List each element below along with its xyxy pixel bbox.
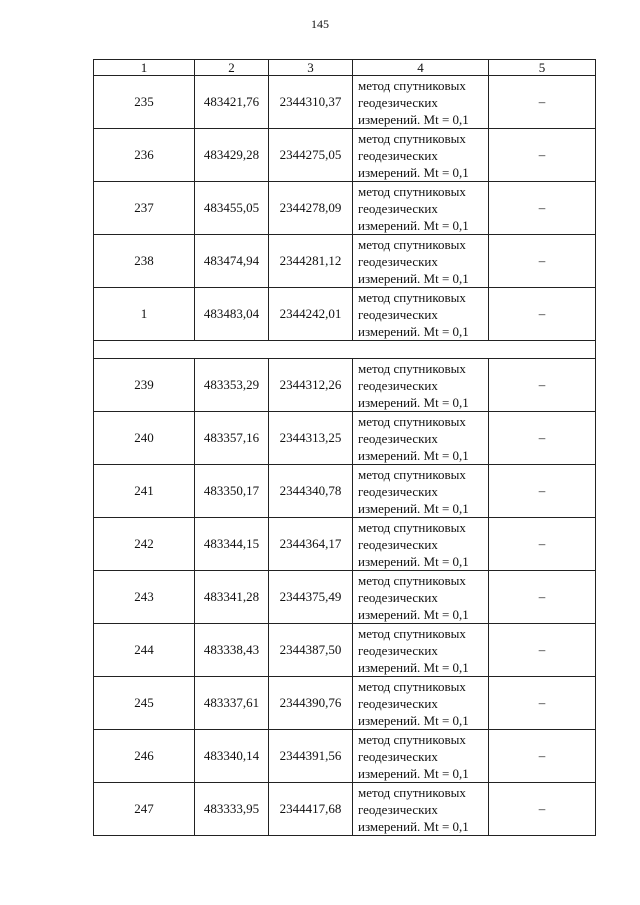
method-cell [353, 571, 489, 624]
table-header-row [94, 60, 596, 76]
method-line: метод спутниковых [358, 289, 466, 305]
x-coordinate-cell: 483353,29 [195, 359, 269, 412]
x-coordinate-cell: 483337,61 [195, 677, 269, 730]
method-line: метод спутниковых [358, 572, 466, 588]
note-cell: – [489, 235, 596, 288]
method-line: геодезических [358, 306, 438, 322]
method-line: метод спутниковых [358, 77, 466, 93]
point-number-cell: 236 [94, 129, 195, 182]
point-number-cell: 238 [94, 235, 195, 288]
note-cell: – [489, 571, 596, 624]
method-line: геодезических [358, 430, 438, 446]
method-line: метод спутниковых [358, 360, 466, 376]
method-line: измерений. Mt = 0,1 [358, 217, 469, 233]
method-cell [353, 730, 489, 783]
y-coordinate-cell: 2344281,12 [269, 235, 353, 288]
method-cell [353, 518, 489, 571]
method-cell [353, 624, 489, 677]
method-line: геодезических [358, 147, 438, 163]
method-line: метод спутниковых [358, 731, 466, 747]
method-line: геодезических [358, 253, 438, 269]
method-line: измерений. Mt = 0,1 [358, 818, 469, 834]
method-line: метод спутниковых [358, 678, 466, 694]
y-coordinate-cell: 2344390,76 [269, 677, 353, 730]
method-line: измерений. Mt = 0,1 [358, 270, 469, 286]
y-coordinate-cell: 2344242,01 [269, 288, 353, 341]
note-cell: – [489, 359, 596, 412]
method-line: геодезических [358, 200, 438, 216]
method-line: метод спутниковых [358, 236, 466, 252]
note-cell: – [489, 129, 596, 182]
y-coordinate-cell: 2344310,37 [269, 76, 353, 129]
method-line: геодезических [358, 748, 438, 764]
note-cell: – [489, 730, 596, 783]
method-line: геодезических [358, 483, 438, 499]
table-row [94, 730, 596, 783]
x-coordinate-cell: 483483,04 [195, 288, 269, 341]
method-line: измерений. Mt = 0,1 [358, 447, 469, 463]
method-line: метод спутниковых [358, 130, 466, 146]
header-cell-1: 1 [94, 60, 195, 76]
y-coordinate-cell: 2344340,78 [269, 465, 353, 518]
x-coordinate-cell: 483340,14 [195, 730, 269, 783]
method-line: измерений. Mt = 0,1 [358, 323, 469, 339]
method-cell [353, 412, 489, 465]
y-coordinate-cell: 2344278,09 [269, 182, 353, 235]
x-coordinate-cell: 483421,76 [195, 76, 269, 129]
note-cell: – [489, 677, 596, 730]
point-number-cell: 241 [94, 465, 195, 518]
x-coordinate-cell: 483344,15 [195, 518, 269, 571]
note-cell: – [489, 465, 596, 518]
y-coordinate-cell: 2344364,17 [269, 518, 353, 571]
method-line: измерений. Mt = 0,1 [358, 765, 469, 781]
x-coordinate-cell: 483350,17 [195, 465, 269, 518]
y-coordinate-cell: 2344391,56 [269, 730, 353, 783]
method-line: метод спутниковых [358, 784, 466, 800]
x-coordinate-cell: 483429,28 [195, 129, 269, 182]
x-coordinate-cell: 483357,16 [195, 412, 269, 465]
y-coordinate-cell: 2344275,05 [269, 129, 353, 182]
method-line: измерений. Mt = 0,1 [358, 394, 469, 410]
table-row [94, 288, 596, 341]
method-line: геодезических [358, 589, 438, 605]
method-cell [353, 288, 489, 341]
table-row [94, 359, 596, 412]
method-line: геодезических [358, 536, 438, 552]
method-line: метод спутниковых [358, 625, 466, 641]
table-row [94, 76, 596, 129]
point-number-cell: 242 [94, 518, 195, 571]
method-line: измерений. Mt = 0,1 [358, 500, 469, 516]
coordinates-table [93, 59, 596, 836]
table-row [94, 129, 596, 182]
method-cell [353, 129, 489, 182]
method-line: метод спутниковых [358, 519, 466, 535]
y-coordinate-cell: 2344417,68 [269, 783, 353, 836]
method-line: геодезических [358, 377, 438, 393]
table-row [94, 465, 596, 518]
point-number-cell: 247 [94, 783, 195, 836]
point-number-cell: 245 [94, 677, 195, 730]
note-cell: – [489, 76, 596, 129]
y-coordinate-cell: 2344312,26 [269, 359, 353, 412]
x-coordinate-cell: 483474,94 [195, 235, 269, 288]
x-coordinate-cell: 483333,95 [195, 783, 269, 836]
note-cell: – [489, 412, 596, 465]
method-line: геодезических [358, 801, 438, 817]
header-cell-4: 4 [353, 60, 489, 76]
table-row [94, 571, 596, 624]
method-line: измерений. Mt = 0,1 [358, 553, 469, 569]
point-number-cell: 244 [94, 624, 195, 677]
note-cell: – [489, 288, 596, 341]
y-coordinate-cell: 2344375,49 [269, 571, 353, 624]
table-row [94, 412, 596, 465]
header-cell-5: 5 [489, 60, 596, 76]
table-row [94, 783, 596, 836]
page-number: 145 [311, 17, 329, 31]
method-line: геодезических [358, 94, 438, 110]
spacer-cell [94, 341, 596, 359]
method-cell [353, 465, 489, 518]
point-number-cell: 1 [94, 288, 195, 341]
table-row [94, 624, 596, 677]
note-cell: – [489, 518, 596, 571]
method-cell [353, 235, 489, 288]
point-number-cell: 235 [94, 76, 195, 129]
point-number-cell: 246 [94, 730, 195, 783]
point-number-cell: 237 [94, 182, 195, 235]
method-line: метод спутниковых [358, 466, 466, 482]
x-coordinate-cell: 483341,28 [195, 571, 269, 624]
point-number-cell: 243 [94, 571, 195, 624]
table-row [94, 677, 596, 730]
method-cell [353, 76, 489, 129]
note-cell: – [489, 624, 596, 677]
method-line: метод спутниковых [358, 183, 466, 199]
method-cell [353, 182, 489, 235]
point-number-cell: 240 [94, 412, 195, 465]
method-cell [353, 677, 489, 730]
method-line: измерений. Mt = 0,1 [358, 111, 469, 127]
table-row [94, 518, 596, 571]
header-cell-3: 3 [269, 60, 353, 76]
method-line: измерений. Mt = 0,1 [358, 164, 469, 180]
point-number-cell: 239 [94, 359, 195, 412]
y-coordinate-cell: 2344313,25 [269, 412, 353, 465]
note-cell: – [489, 182, 596, 235]
method-cell [353, 359, 489, 412]
x-coordinate-cell: 483455,05 [195, 182, 269, 235]
note-cell: – [489, 783, 596, 836]
x-coordinate-cell: 483338,43 [195, 624, 269, 677]
header-cell-2: 2 [195, 60, 269, 76]
method-line: измерений. Mt = 0,1 [358, 606, 469, 622]
spacer-row [94, 341, 596, 359]
y-coordinate-cell: 2344387,50 [269, 624, 353, 677]
method-line: метод спутниковых [358, 413, 466, 429]
method-line: измерений. Mt = 0,1 [358, 712, 469, 728]
method-line: геодезических [358, 695, 438, 711]
table-row [94, 235, 596, 288]
method-cell [353, 783, 489, 836]
method-line: геодезических [358, 642, 438, 658]
table-row [94, 182, 596, 235]
method-line: измерений. Mt = 0,1 [358, 659, 469, 675]
